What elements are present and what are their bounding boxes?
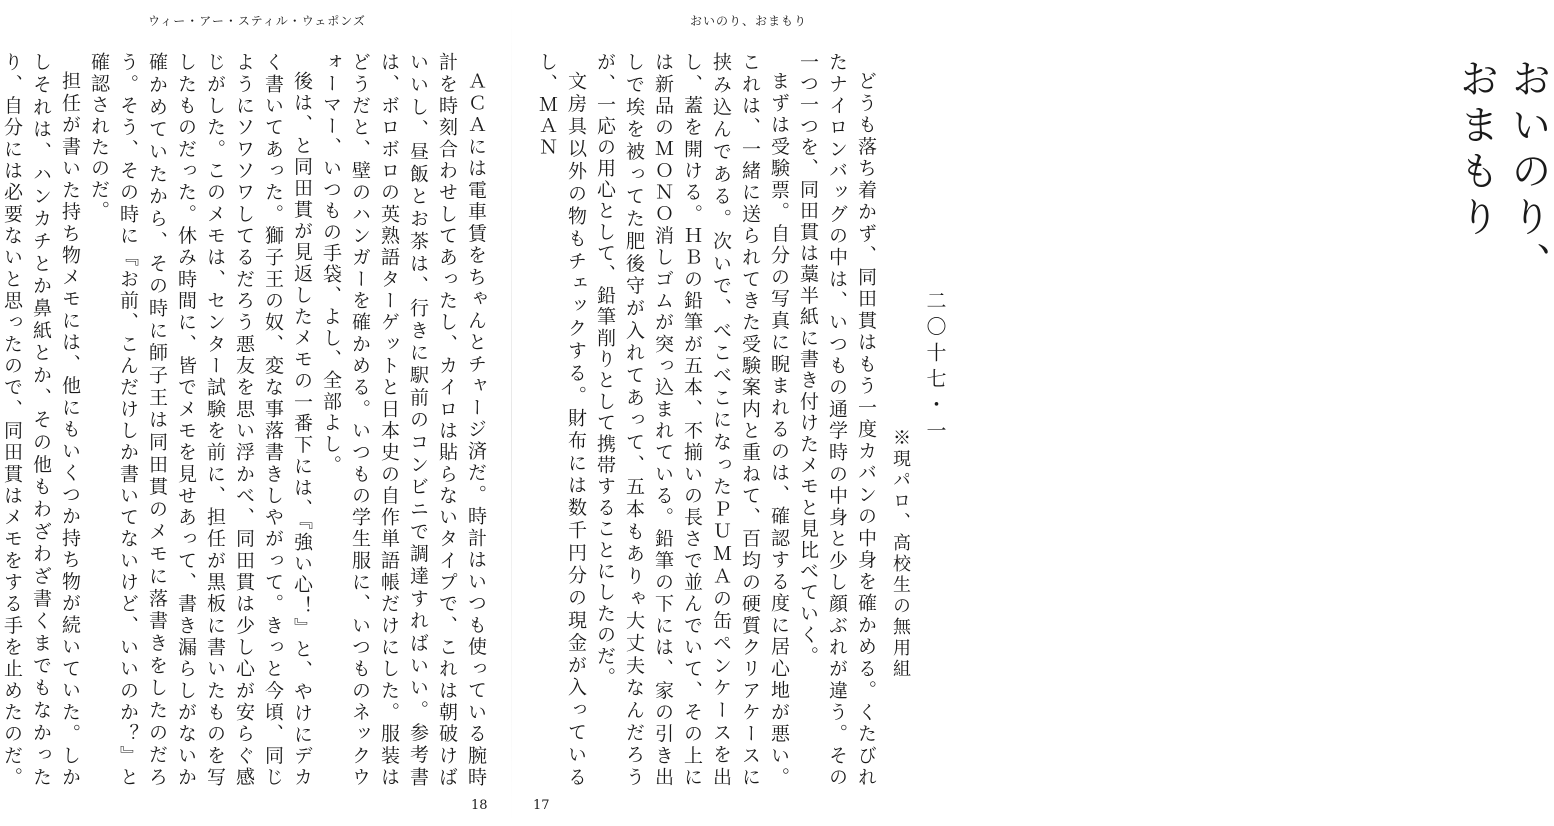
- left-page: [0, 0, 512, 826]
- left-page-body: [0, 52, 512, 788]
- running-head-right: おいのり、おまもり: [690, 14, 808, 28]
- paragraph: 文房具以外の物もチェックする。財布には数千円分の現金が入っているし、ＭＡＮ: [536, 52, 587, 788]
- page-number-left: 18: [471, 798, 488, 813]
- right-page-body: [530, 52, 880, 788]
- story-title-line-1: おいのり、: [1505, 58, 1551, 288]
- page-number-right: 17: [533, 798, 550, 813]
- story-note: ※現パロ、高校生の無用組: [890, 428, 911, 680]
- paragraph: ＡＣＡには電車賃をちゃんとチャージ済だ。時計はいつも使っている腕時計を時刻合わせしてあったし、カイロは貼らないタイプで、これは朝破けばいいし、昼飯とお茶は、行きに駅前のコンビニで調達すればいい。参考書は、ボロボロの英熟語ターゲットと日本史の自作単語帳だけにした。服装はどうだと、壁のハンガーを確かめる。いつもの学生服に、いつものネックウォーマー、いつもの手袋、よし、全部よし。: [320, 52, 487, 788]
- paragraph: 後は、と同田貫が見返したメモの一番下には、『強い心！』と、やけにデカく書いてあった。獅子王の奴、変な事落書きしやがって。きっと今頃、同じようにソワソワしてるだろう悪友を思い浮かべ、同田貫は少し心が安らぐ感じがした。このメモは、センター試験を前に、担任が黒板に書いたものを写したものだった。休み時間に、皆でメモを見せあって、書き漏らしがないか確かめていたから、その時に師子王は同田貫のメモに落書きをしたのだろう。そう、その時に『お前、こんだけしか書いてないけど、いいのか？』と確認されたのだ。: [88, 52, 313, 788]
- paragraph: まずは受験票。自分の写真に睨まれるのは、確認する度に居心地が悪い。これは、一緒に送られてきた受験案内と重ねて、百均の硬質クリアケースに挟み込んである。次いで、べこべこになったＰＵＭＡの缶ペンケースを出し、蓋を開ける。ＨＢの鉛筆が五本、不揃いの長さで並んでいて、その上には新品のＭＯＮＯ消しゴムが突っ込まれている。鉛筆の下には、家の引き出しで埃を被ってた肥後守が入れてあって、五本もありゃ大丈夫なんだろうが、一応の用心として、鉛筆削りとして携帯することにしたのだ。: [594, 52, 790, 788]
- paragraph: 担任が書いた持ち物メモには、他にもいくつか持ち物が続いていた。しかしそれは、ハンカチとか鼻紙とか、その他もわざわざ書くまでもなかったり、自分には必要ないと思ったので、同田貫はメモをする手を止めたのだ。: [1, 52, 81, 788]
- story-title: [1450, 58, 1554, 388]
- paragraph: どうも落ち着かず、同田貫はもう一度カバンの中身を確かめる。くたびれたナイロンバッグの中は、いつもの通学時の中身と少し顔ぶれが違う。その一つ一つを、同田貫は藁半紙に書き付けたメモと見比べていく。: [797, 52, 877, 788]
- story-date-column: 二〇十七・一: [923, 290, 947, 446]
- story-title-line-2: おまもり: [1453, 58, 1499, 242]
- running-head-left: ウィー・アー・スティル・ウェポンズ: [148, 14, 366, 28]
